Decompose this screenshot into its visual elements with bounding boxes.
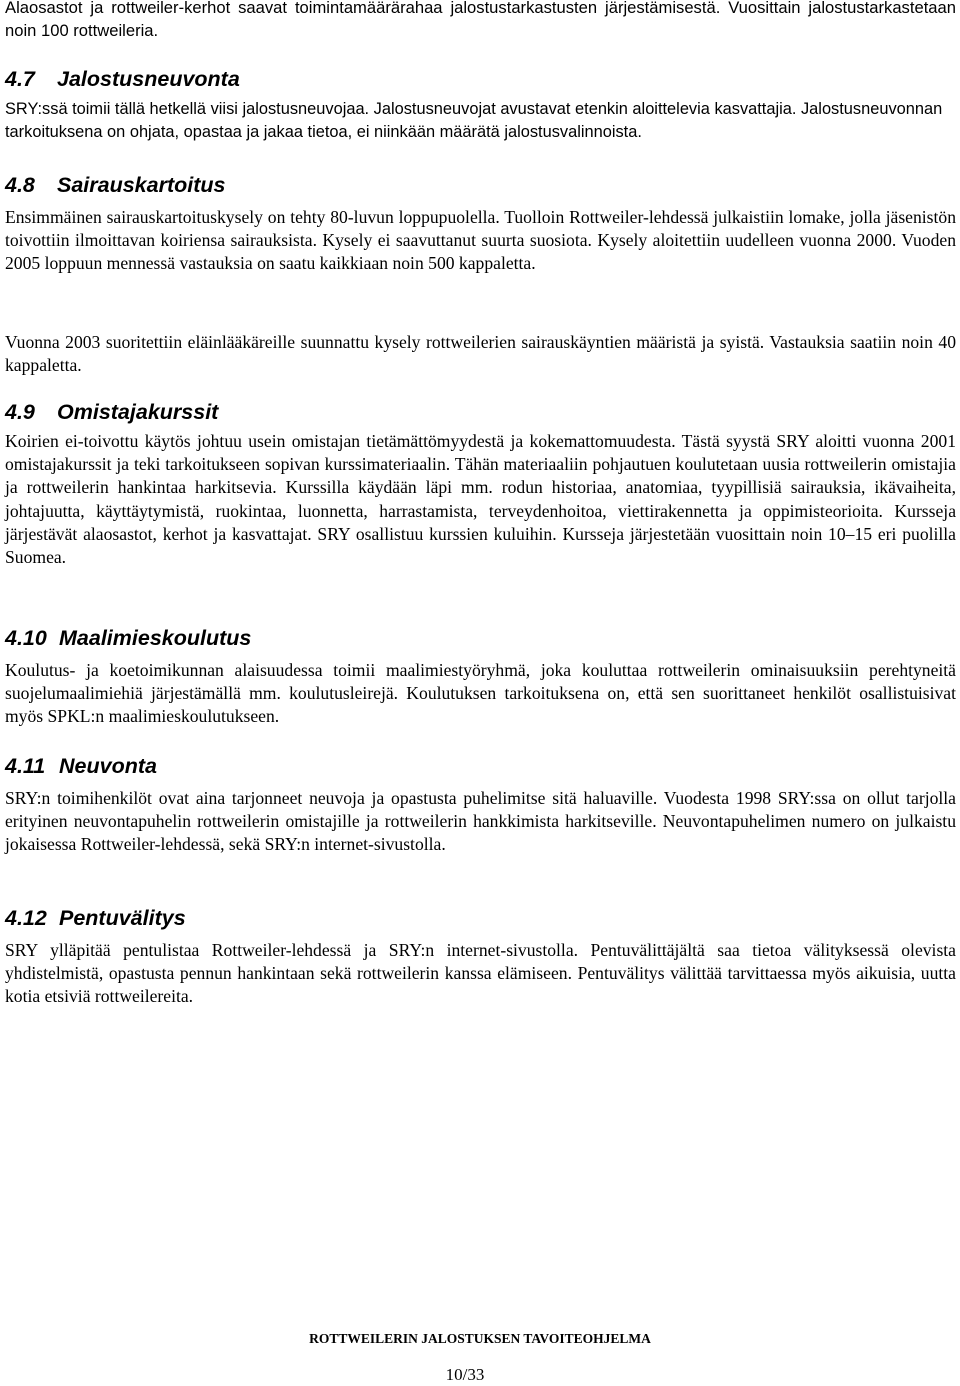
section-4-7: [5, 66, 956, 92]
section-4-8-paragraph-1: Ensimmäinen sairauskartoituskysely on tehty 80-luvun loppupuolella. Tuolloin Rottweiler-lehdessä julkaistiin lomake, jolla jäsenistön toivottiin ilmoittavan koiriensa sairauksista. Kysely ei saavuttanut suurta suosiota. Kysely aloitettiin uudelleen vuonna 2000. Vuoden 2005 loppuun mennessä vastauksia on saatu kaikkiaan noin 500 kappaletta.: [5, 207, 956, 274]
section-title: Omistajakurssit: [57, 400, 219, 424]
section-4-12-paragraph-1: SRY ylläpitää pentulistaa Rottweiler-lehdessä ja SRY:n internet-sivustolla. Pentuvälittäjältä saa tietoa välityksessä olevista yhdistelmistä, opastusta pennun hankintaan sekä rottweilerin kanssa elämiseen. Pentuvälitys välittää tarvittaessa myös aikuisia, uutta kotia etsiviä rottweilereita.: [5, 940, 956, 1007]
section-heading: [5, 905, 956, 931]
section-4-9-paragraph-1: Koirien ei-toivottu käytös johtuu usein omistajan tietämättömyydestä ja kokemattomuudesta. Tästä syystä SRY aloitti vuonna 2001 omistajakurssit ja teki tarkoitukseen sopivan kurssimateriaalin. Tähän materiaaliin pohjautuen koulutetaan uusia rottweilerin omistajia ja rottweilerin hankintaa harkitsevia. Kurssilla käydään läpi mm. rodun historiaa, anatomiaa, tyypillisiä sairauksia, ikävaiheita, johtajuutta, käyttäytymistä, ruokintaa, luonnetta, harrastamista, terveydenhoitoa, viettirakennetta ja oppimisteorioita. Kursseja järjestävät alaosastot, kerhot ja kasvattajat. SRY osallistuu kurssien kuluihin. Kursseja järjestetään vuosittain noin 10–15 eri puolilla Suomea.: [5, 431, 956, 568]
section-number: 4.11: [5, 754, 46, 778]
intro-paragraph: Alaosastot ja rottweiler-kerhot saavat toimintamäärärahaa jalostustarkastusten järjestämisestä. Vuosittain jalostustarkastetaan noin 100 rottweileria.: [5, 0, 956, 40]
section-title: Sairauskartoitus: [57, 173, 226, 197]
section-number: 4.9: [5, 400, 35, 424]
section-4-9: [5, 399, 956, 425]
section-heading: [5, 753, 956, 779]
section-heading: [5, 66, 956, 92]
footer-title: ROTTWEILERIN JALOSTUKSEN TAVOITEOHJELMA: [309, 1331, 651, 1346]
section-title: Maalimieskoulutus: [59, 626, 252, 650]
section-4-12: [5, 905, 956, 931]
section-4-10: [5, 625, 956, 651]
section-number: 4.10: [5, 626, 47, 650]
section-title: Neuvonta: [59, 754, 157, 778]
section-4-11: [5, 753, 956, 779]
page-number: 10/33: [445, 1365, 485, 1384]
section-4-8: [5, 172, 956, 198]
section-number: 4.7: [5, 67, 35, 91]
section-title: Jalostusneuvonta: [57, 67, 240, 91]
section-4-10-paragraph-1: Koulutus- ja koetoimikunnan alaisuudessa toimii maalimiestyöryhmä, joka kouluttaa rottweilerin ominaisuuksiin perehtyneitä suojelumaalimiehiä järjestämällä mm. koulutusleirejä. Koulutuksen tarkoituksena on, että sen suorittaneet henkilöt osallistuisivat myös SPKL:n maalimieskoulutukseen.: [5, 660, 956, 727]
section-heading: [5, 625, 956, 651]
section-4-11-paragraph-1: SRY:n toimihenkilöt ovat aina tarjonneet neuvoja ja opastusta puhelimitse sitä haluaville. Vuodesta 1998 SRY:ssa on ollut tarjolla erityinen neuvontapuhelin rottweilerin omistajille ja rottweilerin hankkimista harkitseville. Neuvontapuhelimen numero on julkaistu jokaisessa Rottweiler-lehdessä, sekä SRY:n internet-sivustolla.: [5, 788, 956, 855]
section-number: 4.8: [5, 173, 35, 197]
section-4-8-paragraph-2: Vuonna 2003 suoritettiin eläinlääkäreille suunnattu kysely rottweilerien sairauskäyntien määristä ja syistä. Vastauksia saatiin noin 40 kappaletta.: [5, 332, 956, 376]
section-heading: [5, 399, 956, 425]
section-number: 4.12: [5, 906, 47, 930]
section-4-7-paragraph-1: SRY:ssä toimii tällä hetkellä viisi jalostusneuvojaa. Jalostusneuvojat avustavat etenkin aloittelevia kasvattajia. Jalostusneuvonnan tarkoituksena on ohjata, opastaa ja jakaa tietoa, ei niinkään määrätä jalostusvalinnoista.: [5, 100, 943, 142]
section-heading: [5, 172, 956, 198]
section-title: Pentuvälitys: [59, 906, 186, 930]
